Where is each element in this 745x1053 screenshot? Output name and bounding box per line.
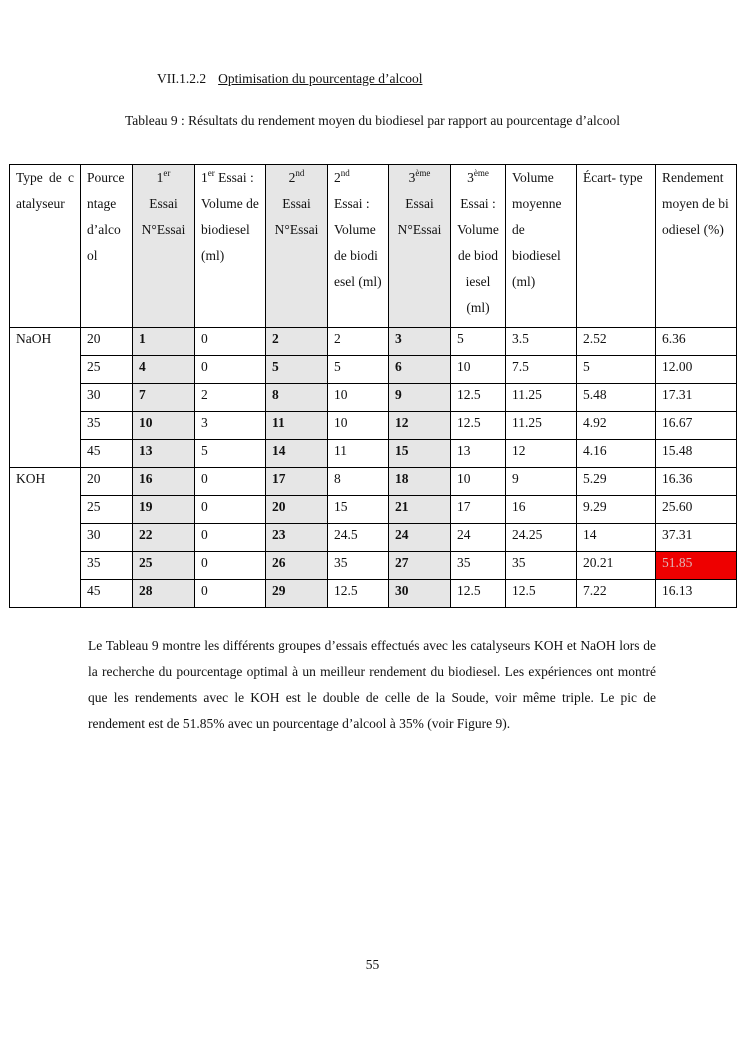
trial-1-number-cell: 25 — [133, 552, 195, 580]
trial-3-number-cell: 15 — [389, 440, 451, 468]
std-dev-cell: 5.48 — [577, 384, 656, 412]
mean-volume-cell: 35 — [506, 552, 577, 580]
yield-cell: 37.31 — [656, 524, 737, 552]
header-trial-1-volume: 1er Essai : Volume de biodiesel (ml) — [195, 165, 266, 328]
trial-3-volume-cell: 12.5 — [451, 580, 506, 608]
trial-1-volume-cell: 0 — [195, 580, 266, 608]
section-title: Optimisation du pourcentage d’alcool — [218, 71, 423, 86]
trial-2-number-cell: 14 — [266, 440, 328, 468]
pct-cell: 45 — [81, 580, 133, 608]
mean-volume-cell: 7.5 — [506, 356, 577, 384]
yield-cell: 16.13 — [656, 580, 737, 608]
trial-3-volume-cell: 13 — [451, 440, 506, 468]
yield-cell: 25.60 — [656, 496, 737, 524]
trial-1-number-cell: 19 — [133, 496, 195, 524]
trial-2-number-cell: 23 — [266, 524, 328, 552]
page-number: 55 — [365, 957, 380, 972]
table-row — [10, 356, 737, 384]
header-mean-yield: Rendement moyen de biodiesel (%) — [656, 165, 737, 328]
trial-1-number-cell: 28 — [133, 580, 195, 608]
trial-1-number-cell: 7 — [133, 384, 195, 412]
trial-1-number-cell: 22 — [133, 524, 195, 552]
trial-3-volume-cell: 10 — [451, 356, 506, 384]
trial-3-number-cell: 24 — [389, 524, 451, 552]
trial-3-number-cell: 3 — [389, 328, 451, 356]
trial-1-volume-cell: 0 — [195, 356, 266, 384]
catalyst-cell-naoh: NaOH — [10, 328, 81, 468]
mean-volume-cell: 11.25 — [506, 384, 577, 412]
trial-3-volume-cell: 12.5 — [451, 384, 506, 412]
trial-1-number-cell: 10 — [133, 412, 195, 440]
mean-volume-cell: 11.25 — [506, 412, 577, 440]
section-number: VII.1.2.2 — [157, 71, 207, 86]
trial-2-volume-cell: 10 — [328, 384, 389, 412]
trial-3-volume-cell: 17 — [451, 496, 506, 524]
header-trial-2-number: 2nd Essai N°Essai — [266, 165, 328, 328]
trial-2-volume-cell: 10 — [328, 412, 389, 440]
yield-cell: 17.31 — [656, 384, 737, 412]
trial-1-volume-cell: 0 — [195, 468, 266, 496]
std-dev-cell: 4.92 — [577, 412, 656, 440]
pct-cell: 35 — [81, 552, 133, 580]
yield-cell: 12.00 — [656, 356, 737, 384]
trial-2-volume-cell: 24.5 — [328, 524, 389, 552]
header-catalyst-type: Type de catalyseur — [10, 165, 81, 328]
table-row — [10, 412, 737, 440]
trial-2-number-cell: 2 — [266, 328, 328, 356]
pct-cell: 25 — [81, 496, 133, 524]
std-dev-cell: 20.21 — [577, 552, 656, 580]
std-dev-cell: 5.29 — [577, 468, 656, 496]
trial-2-volume-cell: 15 — [328, 496, 389, 524]
mean-volume-cell: 12.5 — [506, 580, 577, 608]
catalyst-cell-koh: KOH — [10, 468, 81, 608]
table-row — [10, 384, 737, 412]
trial-3-number-cell: 9 — [389, 384, 451, 412]
table-row — [10, 328, 737, 356]
table-row — [10, 440, 737, 468]
table-row — [10, 496, 737, 524]
trial-2-number-cell: 11 — [266, 412, 328, 440]
table-header-row — [10, 165, 737, 328]
trial-2-volume-cell: 11 — [328, 440, 389, 468]
header-standard-deviation: Écart- type — [577, 165, 656, 328]
yield-cell: 16.36 — [656, 468, 737, 496]
pct-cell: 25 — [81, 356, 133, 384]
yield-cell: 15.48 — [656, 440, 737, 468]
trial-1-number-cell: 16 — [133, 468, 195, 496]
header-trial-3-volume: 3ème Essai : Volume de biodiesel (ml) — [451, 165, 506, 328]
body-paragraph: Le Tableau 9 montre les différents groupes d’essais effectués avec les catalyseurs KOH et NaOH lors de la recherche du pourcentage optimal à un meilleur rendement du biodiesel. Les expériences ont montré que les rendements avec le KOH est le double de celle de la Soude, voir même triple. Le pic de rendement est de 51.85% avec un pourcentage d’alcool à 35% (voir Figure 9). — [88, 638, 656, 731]
pct-cell: 30 — [81, 384, 133, 412]
trial-2-number-cell: 5 — [266, 356, 328, 384]
yield-cell-highlighted: 51.85 — [656, 552, 737, 580]
pct-cell: 20 — [81, 328, 133, 356]
std-dev-cell: 14 — [577, 524, 656, 552]
header-mean-volume: Volume moyenne de biodiesel (ml) — [506, 165, 577, 328]
std-dev-cell: 2.52 — [577, 328, 656, 356]
pct-cell: 35 — [81, 412, 133, 440]
trial-2-number-cell: 29 — [266, 580, 328, 608]
trial-3-volume-cell: 35 — [451, 552, 506, 580]
trial-1-number-cell: 13 — [133, 440, 195, 468]
trial-1-number-cell: 4 — [133, 356, 195, 384]
yield-cell: 16.67 — [656, 412, 737, 440]
mean-volume-cell: 16 — [506, 496, 577, 524]
trial-3-number-cell: 12 — [389, 412, 451, 440]
trial-3-number-cell: 21 — [389, 496, 451, 524]
trial-3-number-cell: 18 — [389, 468, 451, 496]
trial-2-volume-cell: 35 — [328, 552, 389, 580]
trial-1-volume-cell: 0 — [195, 552, 266, 580]
table-caption: Tableau 9 : Résultats du rendement moyen du biodiesel par rapport au pourcentage d’alcool — [124, 113, 621, 128]
mean-volume-cell: 9 — [506, 468, 577, 496]
trial-3-volume-cell: 10 — [451, 468, 506, 496]
trial-3-volume-cell: 24 — [451, 524, 506, 552]
std-dev-cell: 7.22 — [577, 580, 656, 608]
trial-2-number-cell: 17 — [266, 468, 328, 496]
trial-1-volume-cell: 3 — [195, 412, 266, 440]
table-row — [10, 468, 737, 496]
header-trial-3-number: 3ème Essai N°Essai — [389, 165, 451, 328]
std-dev-cell: 9.29 — [577, 496, 656, 524]
trial-3-volume-cell: 12.5 — [451, 412, 506, 440]
std-dev-cell: 4.16 — [577, 440, 656, 468]
trial-3-number-cell: 27 — [389, 552, 451, 580]
std-dev-cell: 5 — [577, 356, 656, 384]
trial-1-volume-cell: 0 — [195, 496, 266, 524]
trial-2-volume-cell: 12.5 — [328, 580, 389, 608]
trial-2-volume-cell: 5 — [328, 356, 389, 384]
trial-1-volume-cell: 5 — [195, 440, 266, 468]
header-alcohol-percentage: Pourcentage d’alcool — [81, 165, 133, 328]
mean-volume-cell: 24.25 — [506, 524, 577, 552]
trial-1-volume-cell: 0 — [195, 524, 266, 552]
trial-3-number-cell: 6 — [389, 356, 451, 384]
trial-1-number-cell: 1 — [133, 328, 195, 356]
table-row — [10, 580, 737, 608]
trial-1-volume-cell: 2 — [195, 384, 266, 412]
mean-volume-cell: 12 — [506, 440, 577, 468]
trial-3-number-cell: 30 — [389, 580, 451, 608]
header-trial-1-number: 1er Essai N°Essai — [133, 165, 195, 328]
table-row — [10, 552, 737, 580]
pct-cell: 30 — [81, 524, 133, 552]
section-heading — [157, 71, 422, 87]
trial-1-volume-cell: 0 — [195, 328, 266, 356]
trial-2-volume-cell: 2 — [328, 328, 389, 356]
mean-volume-cell: 3.5 — [506, 328, 577, 356]
trial-2-number-cell: 8 — [266, 384, 328, 412]
pct-cell: 45 — [81, 440, 133, 468]
results-table — [9, 164, 737, 608]
trial-2-volume-cell: 8 — [328, 468, 389, 496]
yield-cell: 6.36 — [656, 328, 737, 356]
header-trial-2-volume: 2nd Essai : Volume de biodiesel (ml) — [328, 165, 389, 328]
trial-2-number-cell: 26 — [266, 552, 328, 580]
trial-2-number-cell: 20 — [266, 496, 328, 524]
table-row — [10, 524, 737, 552]
pct-cell: 20 — [81, 468, 133, 496]
trial-3-volume-cell: 5 — [451, 328, 506, 356]
